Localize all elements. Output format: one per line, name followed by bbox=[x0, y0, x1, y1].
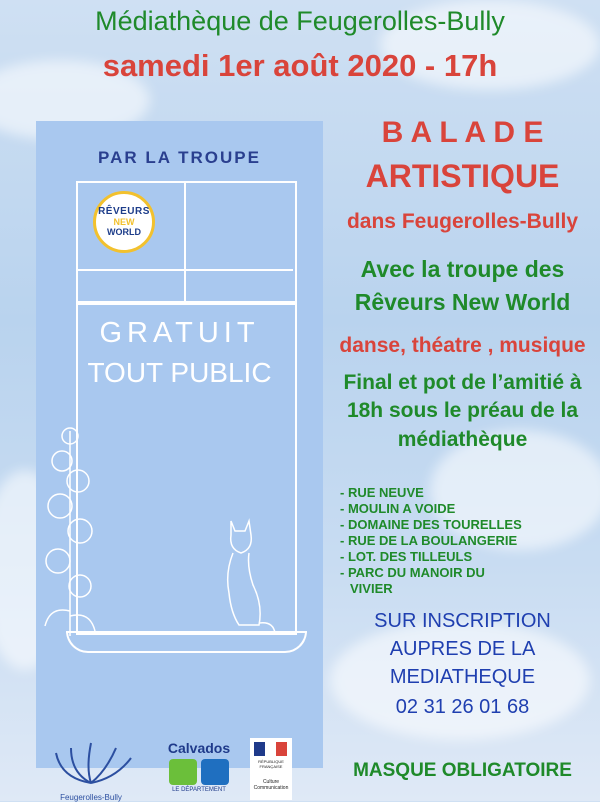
reveurs-new-world-logo bbox=[93, 191, 155, 253]
window-mullion bbox=[184, 181, 186, 301]
poster-window-illustration bbox=[36, 121, 323, 768]
republic-text: RÉPUBLIQUE FRANÇAISE bbox=[258, 759, 284, 769]
badge-text: NEW bbox=[113, 217, 135, 227]
inscription-line2: AUPRES DE LA bbox=[389, 638, 536, 660]
flower-illustration-icon bbox=[40, 421, 100, 641]
cat-illustration-icon bbox=[211, 511, 281, 636]
poster-subtitle: PAR LA TROUPE bbox=[98, 148, 261, 167]
event-date: samedi 1er août 2020 - 17h bbox=[102, 48, 498, 83]
badge-text: WORLD bbox=[107, 227, 141, 237]
route-list bbox=[340, 485, 522, 597]
event-title-line2: ARTISTIQUE bbox=[365, 158, 560, 194]
event-location: dans Feugerolles-Bully bbox=[346, 210, 579, 233]
calvados-sub: LE DÉPARTEMENT bbox=[172, 787, 226, 793]
troupe-line1: Avec la troupe des bbox=[360, 256, 565, 282]
inscription-line3: MEDIATHEQUE bbox=[389, 666, 536, 688]
calvados-logo bbox=[160, 740, 238, 800]
calvados-green-mark bbox=[169, 759, 197, 785]
inscription-line1: SUR INSCRIPTION bbox=[374, 610, 551, 632]
route-item: - RUE DE LA BOULANGERIE bbox=[340, 533, 518, 548]
route-item: - DOMAINE DES TOURELLES bbox=[340, 517, 522, 532]
badge-text: RÊVEURS bbox=[98, 206, 150, 217]
final-line3: médiathèque bbox=[397, 428, 528, 451]
town-logo-text: Feugerolles-Bully bbox=[60, 793, 122, 802]
window-transom bbox=[76, 269, 293, 271]
final-line1: Final et pot de l’amitié à bbox=[343, 371, 582, 394]
poster-free-label: GRATUIT bbox=[99, 317, 260, 349]
route-item: - RUE NEUVE bbox=[340, 485, 424, 500]
route-item: - LOT. DES TILLEULS bbox=[340, 549, 473, 564]
phone-number: 02 31 26 01 68 bbox=[395, 696, 530, 718]
event-title-line1: B A L A D E bbox=[381, 116, 544, 149]
calvados-blue-mark bbox=[201, 759, 229, 785]
town-logo bbox=[36, 738, 146, 801]
mask-notice: MASQUE OBLIGATOIRE bbox=[353, 760, 572, 781]
final-line2: 18h sous le préau de la bbox=[346, 399, 579, 422]
republique-francaise-logo bbox=[250, 738, 292, 800]
calvados-name: Calvados bbox=[167, 740, 231, 756]
poster-audience-label: TOUT PUBLIC bbox=[87, 357, 272, 388]
shell-logo-icon bbox=[36, 738, 146, 788]
route-item: VIVIER bbox=[350, 581, 393, 596]
venue-title: Médiathèque de Feugerolles-Bully bbox=[95, 6, 505, 36]
route-item: - PARC DU MANOIR DU bbox=[340, 565, 485, 580]
route-item: - MOULIN A VOIDE bbox=[340, 501, 456, 516]
culture-text: Culture Communication bbox=[253, 779, 289, 791]
disciplines: danse, théatre , musique bbox=[339, 334, 586, 357]
troupe-line2: Rêveurs New World bbox=[354, 289, 571, 315]
